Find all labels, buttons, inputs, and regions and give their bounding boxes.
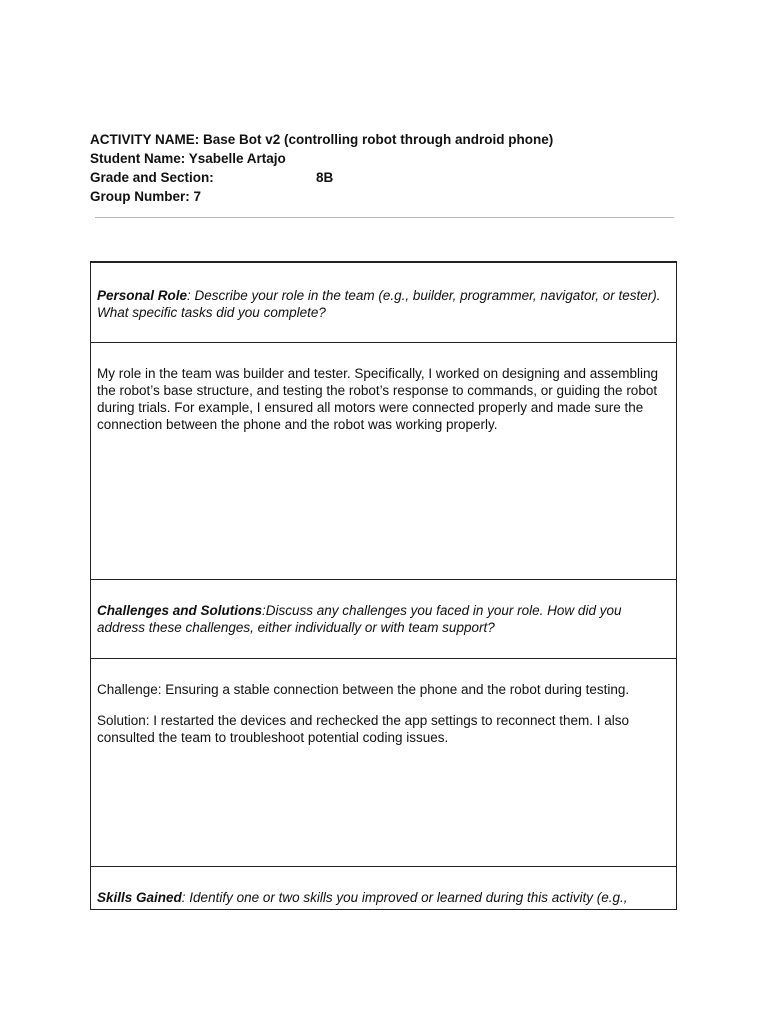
personal-role-title: Personal Role — [97, 288, 188, 303]
grade-section-label: Grade and Section: — [90, 170, 214, 185]
personal-role-prompt-cell — [91, 263, 676, 343]
solution-text: Solution: I restarted the devices and rechecked the app settings to reconnect them. I also consulted the team to troubleshoot potential coding issues. — [97, 713, 630, 745]
challenges-answer-cell — [91, 659, 676, 867]
skills-title: Skills Gained — [97, 890, 182, 905]
reflection-table — [90, 261, 677, 910]
personal-role-prompt — [97, 288, 661, 320]
personal-role-answer: My role in the team was builder and tester. Specifically, I worked on designing and assembling the robot’s base structure, and testing the robot’s response to commands, or guiding the robot during trials. For example, I ensured all motors were connected properly and made sure the connection between the phone and the robot was working properly. — [97, 366, 659, 432]
challenges-title: Challenges and Solutions — [97, 603, 263, 618]
group-number: Group Number: 7 — [90, 189, 202, 204]
challenges-question: :Discuss any challenges you faced in your role. How did you address these challenges, either individually or with team support? — [97, 603, 622, 635]
challenges-prompt-cell — [91, 580, 676, 659]
skills-prompt — [97, 890, 628, 905]
student-name: Student Name: Ysabelle Artajo — [90, 151, 286, 166]
skills-prompt-cell — [91, 867, 676, 910]
skills-question: : Identify one or two skills you improved or learned during this activity (e.g., — [181, 890, 628, 905]
challenges-prompt — [97, 603, 621, 635]
grade-section — [90, 168, 690, 187]
horizontal-divider — [95, 217, 674, 218]
challenge-text: Challenge: Ensuring a stable connection between the phone and the robot during testing. — [97, 682, 630, 697]
activity-name: ACTIVITY NAME: Base Bot v2 (controlling robot through android phone) — [90, 132, 554, 147]
personal-role-question: : Describe your role in the team (e.g., builder, programmer, navigator, or tester). What specific tasks did you complete? — [97, 288, 661, 320]
document-header — [90, 130, 690, 206]
grade-section-value: 8B — [316, 170, 334, 185]
personal-role-answer-cell — [91, 343, 676, 580]
